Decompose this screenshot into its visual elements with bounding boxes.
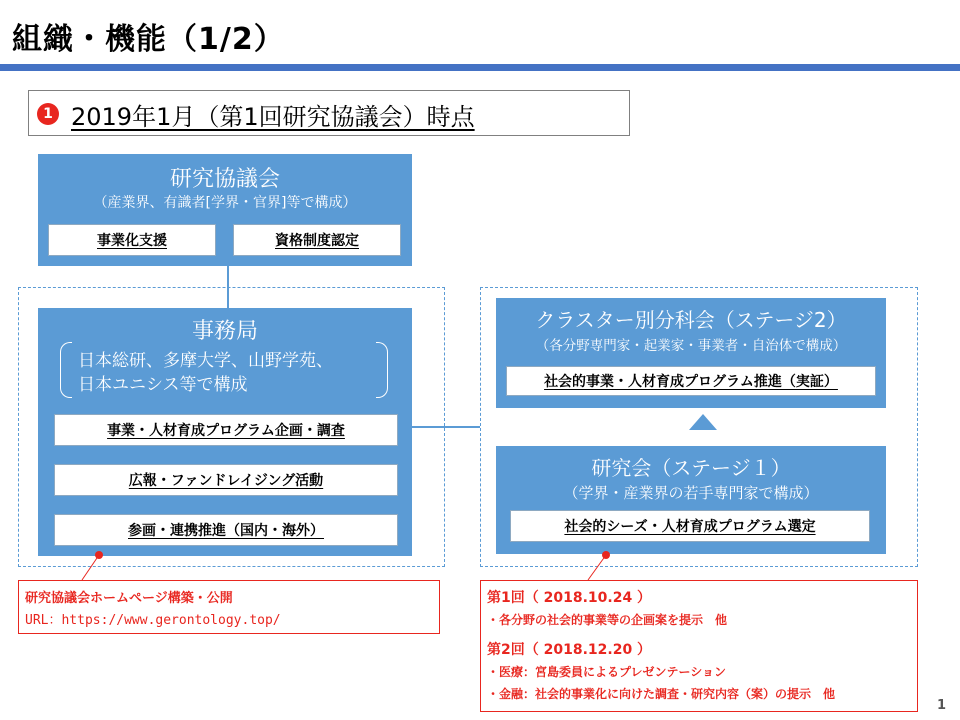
homepage-callout: [18, 580, 440, 634]
meeting2-title: 第2回（ 2018.12.20 ）: [487, 642, 652, 658]
council-box: [38, 154, 412, 266]
subcommittee-title: クラスター別分科会（ステージ2）: [535, 308, 847, 332]
homepage-callout-pointer: [60, 552, 110, 582]
meeting1-item: ・各分野の社会的事業等の企画案を提示 他: [487, 613, 728, 627]
section-heading: 2019年1月（第1回研究協議会）時点: [71, 103, 475, 131]
secretariat-members-line2: 日本ユニシス等で構成: [78, 375, 248, 395]
study-group-title: 研究会（ステージ１）: [591, 456, 791, 480]
section-number-badge: 1: [37, 103, 59, 125]
subcommittee-box: [496, 298, 886, 408]
meetings-callout-pointer: [560, 552, 616, 582]
study-group-subtitle: （学界・産業界の若手専門家で構成）: [563, 484, 819, 502]
title-rule: [0, 64, 960, 71]
council-function-business-support: 事業化支援: [48, 224, 216, 256]
slide-title: 組織・機能（1/2）: [12, 22, 285, 57]
section-heading-box: [28, 90, 630, 136]
secretariat-function-planning: 事業・人材育成プログラム企画・調査: [54, 414, 398, 446]
study-group-box: [496, 446, 886, 554]
meeting1-title: 第1回（ 2018.10.24 ）: [487, 590, 652, 606]
council-subtitle: （産業界、有識者[学界・官界]等で構成）: [93, 195, 357, 211]
meeting2-item-finance: ・金融：社会的事業化に向けた調査・研究内容（案）の提示 他: [487, 687, 836, 701]
council-secretariat-connector: [227, 266, 229, 308]
secretariat-stage-connector: [412, 426, 480, 428]
subcommittee-subtitle: （各分野専門家・起業家・事業者・自治体で構成）: [535, 338, 847, 354]
homepage-callout-title: 研究協議会ホームページ構築・公開: [25, 591, 233, 606]
secretariat-title: 事務局: [191, 319, 258, 344]
meeting2-item-medical: ・医療：宮島委員によるプレゼンテーション: [487, 665, 727, 679]
council-title: 研究協議会: [169, 167, 280, 192]
homepage-url-link[interactable]: URL：https://www.gerontology.top/: [25, 613, 281, 628]
subcommittee-function: 社会的事業・人材育成プログラム推進（実証）: [506, 366, 876, 396]
stage-up-arrow-icon: [689, 414, 717, 430]
council-function-certification: 資格制度認定: [233, 224, 401, 256]
secretariat-function-partnership: 参画・連携推進（国内・海外）: [54, 514, 398, 546]
secretariat-box: [38, 308, 412, 556]
secretariat-members-line1: 日本総研、多摩大学、山野学苑、: [78, 351, 333, 371]
members-bracket-left: [60, 342, 72, 398]
members-bracket-right: [376, 342, 388, 398]
meetings-callout: [480, 580, 918, 712]
page-number: 1: [936, 698, 946, 713]
study-group-function: 社会的シーズ・人材育成プログラム選定: [510, 510, 870, 542]
secretariat-function-pr: 広報・ファンドレイジング活動: [54, 464, 398, 496]
